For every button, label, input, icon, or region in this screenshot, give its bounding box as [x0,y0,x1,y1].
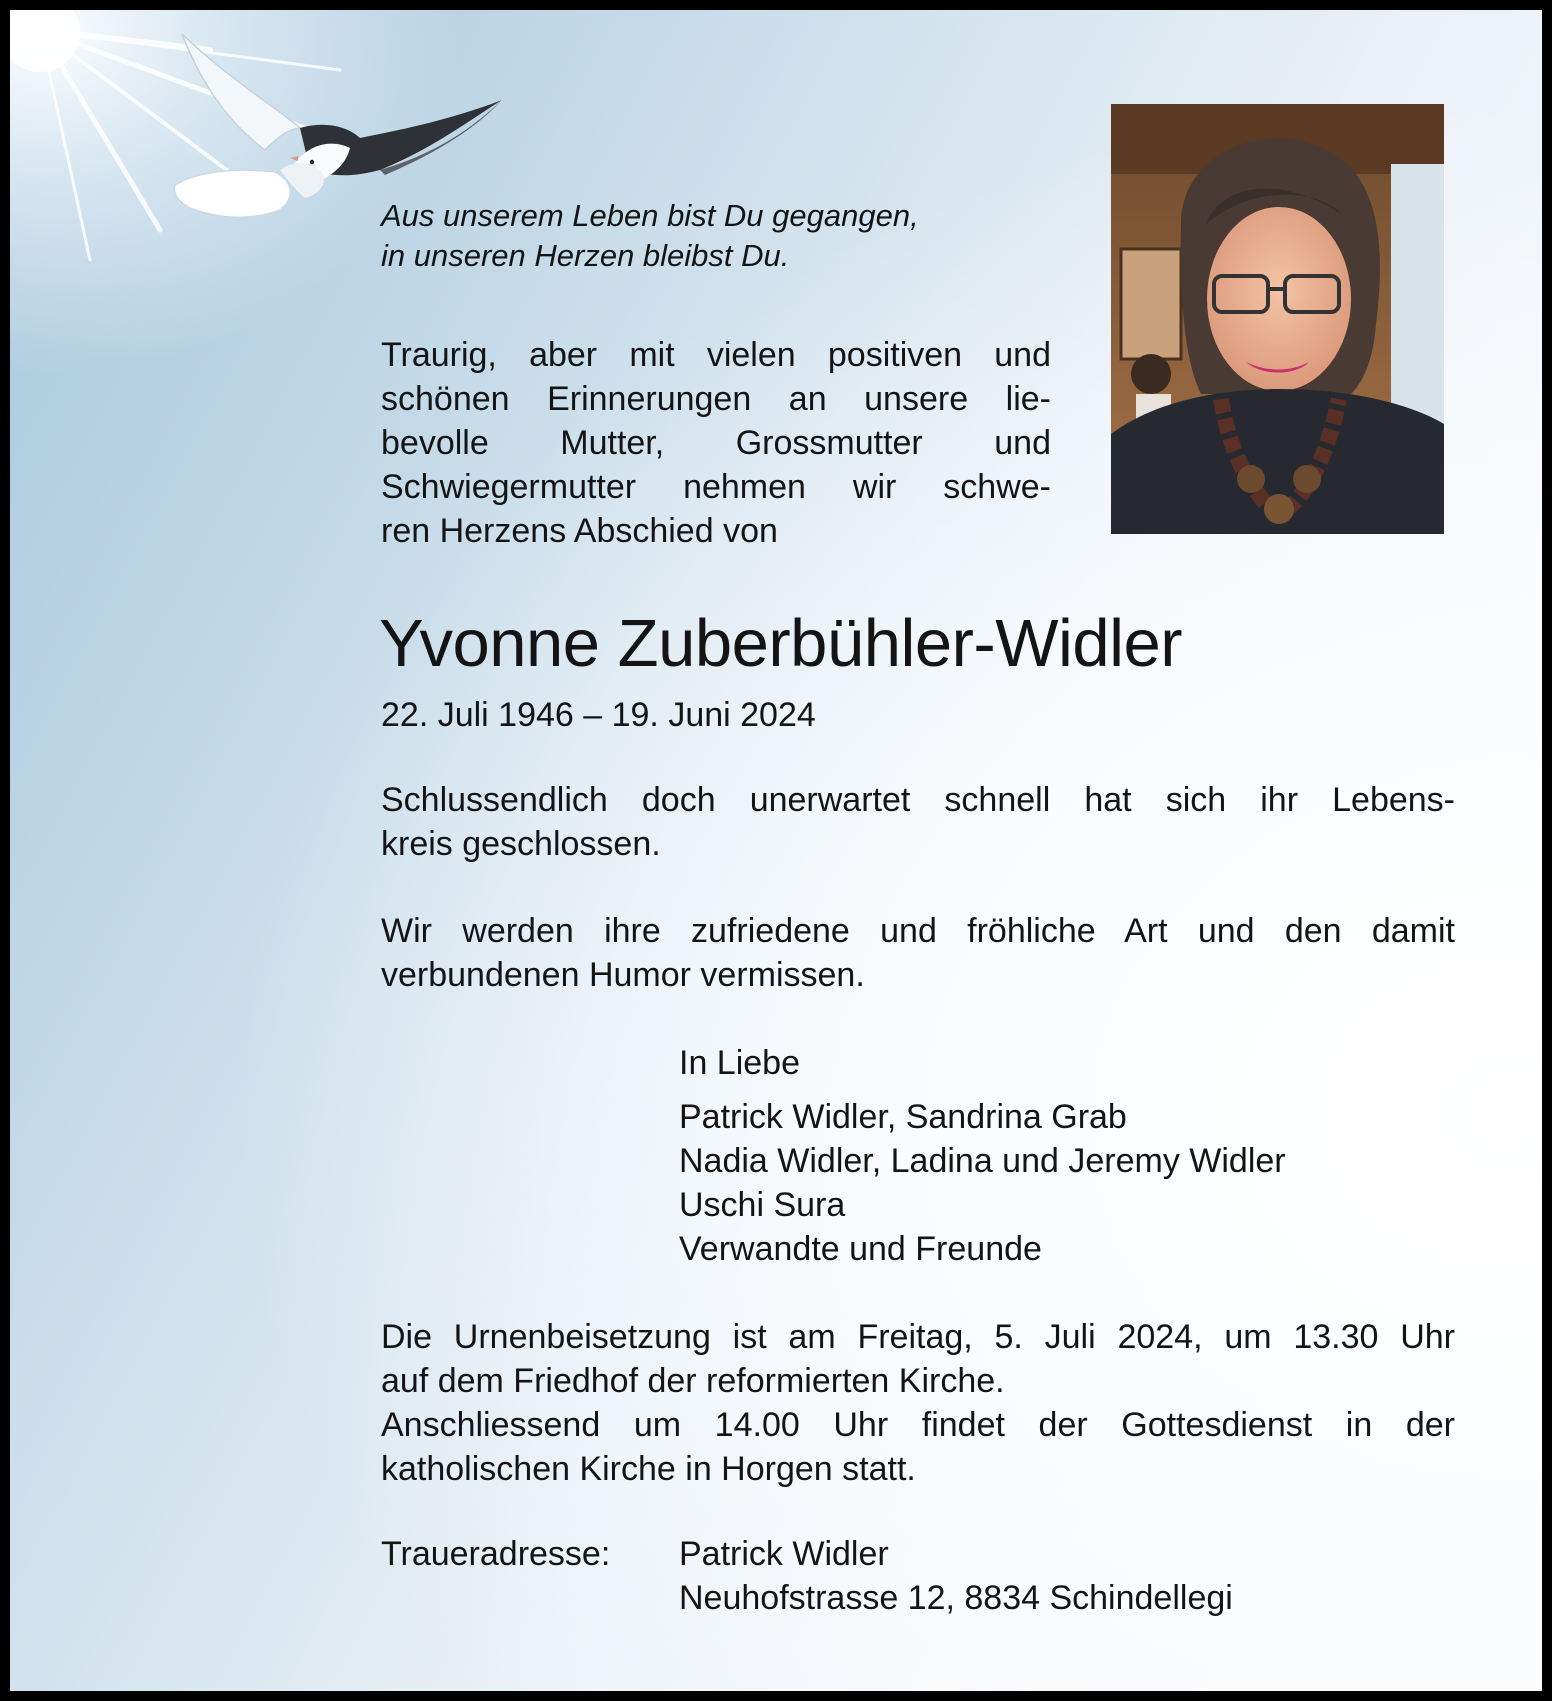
motto-line: in unseren Herzen bleibst Du. [381,238,790,273]
address-label: Traueradresse: [381,1535,611,1573]
portrait-photo [1111,104,1444,534]
paragraph-1 [381,778,1455,866]
ceremony-line: Die Urnenbeisetzung ist am Freitag, 5. Juli 2024, um 13.30 Uhr [381,1318,1455,1356]
paragraph-line: Schlussendlich doch unerwartet schnell hat sich ihr Lebens- [381,781,1455,819]
motto [381,196,1081,276]
mourner-line: Verwandte und Freunde [679,1230,1042,1268]
intro-paragraph [381,333,1051,553]
deceased-name: Yvonne Zuberbühler-Widler [379,606,1183,681]
ceremony-line: katholischen Kirche in Horgen statt. [381,1450,916,1488]
ceremony-line: auf dem Friedhof der reformierten Kirche. [381,1362,1005,1400]
intro-line: bevolle Mutter, Grossmutter und [381,424,1051,462]
paragraph-line: verbundenen Humor vermissen. [381,956,865,994]
mourning-address [679,1532,1233,1620]
mourner-line: Patrick Widler, Sandrina Grab [679,1098,1127,1136]
paragraph-line: Wir werden ihre zufriedene und fröhliche Art und den damit [381,912,1455,950]
paragraph-2 [381,909,1455,997]
paragraph-line: kreis geschlossen. [381,825,661,863]
greeting: In Liebe [679,1044,800,1082]
address-line: Patrick Widler [679,1535,889,1573]
address-line: Neuhofstrasse 12, 8834 Schindellegi [679,1579,1233,1617]
mourners-list [679,1095,1286,1271]
intro-line: Traurig, aber mit vielen positiven und [381,336,1051,374]
mourner-line: Nadia Widler, Ladina und Jeremy Widler [679,1142,1286,1180]
intro-line: schönen Erinnerungen an unsere lie- [381,380,1051,418]
motto-line: Aus unserem Leben bist Du gegangen, [381,198,919,233]
ceremony-line: Anschliessend um 14.00 Uhr findet der Gottesdienst in der [381,1406,1455,1444]
mourner-line: Uschi Sura [679,1186,846,1224]
life-dates: 22. Juli 1946 – 19. Juni 2024 [381,696,816,734]
intro-line: ren Herzens Abschied von [381,512,778,550]
ceremony-info [381,1315,1455,1491]
intro-line: Schwiegermutter nehmen wir schwe- [381,468,1051,506]
